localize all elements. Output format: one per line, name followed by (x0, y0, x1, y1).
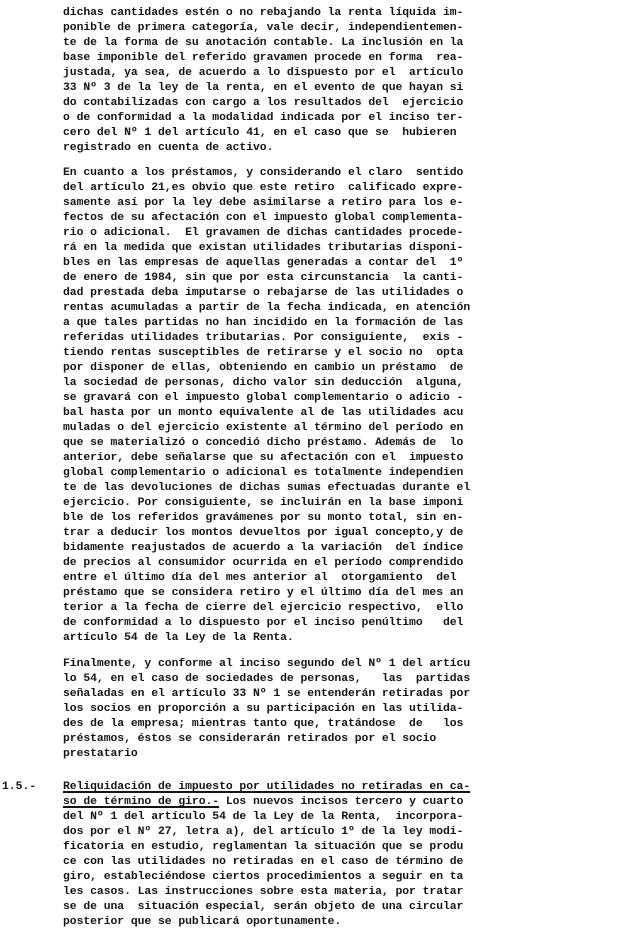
section-title: Reliquidación de impuesto por utilidades no retiradas en ca- (63, 781, 471, 793)
text-line: terior a la fecha de cierre del ejercicio respectivo, ello (63, 602, 464, 614)
text-line: de precios al consumidor ocurrida en el período comprendido (63, 557, 464, 569)
text-line: del artículo 21,es obvio que este retiro calificado expre- (63, 182, 464, 194)
text-line: se de una situación especial, serán objeto de una circular (63, 901, 464, 913)
section-title-continued (63, 795, 463, 810)
text-line: de enero de 1984, sin que por esta circunstancia la canti- (63, 272, 464, 284)
text-line: te de las devoluciones de dichas sumas efectuadas durante el (63, 482, 471, 494)
text-line: samente así por la ley debe asimilarse a retiro para los e- (63, 197, 464, 209)
text-line: a que tales partidas no han incidido en la formación de las (63, 317, 464, 329)
text-line: fectos de su afectación con el impuesto global complementa- (63, 212, 464, 224)
text-line: por disponer de ellas, obteniendo en cambio un préstamo de (63, 362, 464, 374)
text-line: referidas utilidades tributarias. Por consiguiente, exis - (63, 332, 464, 344)
text-line: do contabilizadas con cargo a los resultados del ejercicio (63, 97, 464, 109)
text-line: ficatoria en estudio, reglamentan la situación que se produ (63, 841, 464, 853)
text-line: entre el último día del mes anterior al otorgamiento del (63, 572, 457, 584)
text-line: registrado en cuenta de activo. (63, 142, 274, 154)
text-line: anterior, debe señalarse que su afectación con el impuesto (63, 452, 464, 464)
text-line: bal hasta por un monto equivalente al de las utilidades acu (63, 407, 464, 419)
text-line: señaladas en el artículo 33 Nº 1 se entenderán retiradas por (63, 688, 471, 700)
section-number: 1.5.- (2, 781, 37, 793)
text-line: te de la forma de su anotación contable. La inclusión en la (63, 37, 464, 49)
text-line: rio o adicional. El gravamen de dichas cantidades procede- (63, 227, 464, 239)
text-line: se gravará con el impuesto global complementario o adicio - (63, 392, 464, 404)
text-line: base imponible del referido gravamen procede en forma rea- (63, 52, 464, 64)
text-line: bles en las empresas de aquellas generadas a contar del 1º (63, 257, 464, 269)
text-line: les casos. Las instrucciones sobre esta materia, por tratar (63, 886, 464, 898)
text-line: des de la empresa; mientras tanto que, tratándose de los (63, 718, 464, 730)
text-line: ble de los referidos gravámenes por su monto total, sin en- (63, 512, 464, 524)
text-line: dichas cantidades estén o no rebajando la renta líquida im- (63, 7, 464, 19)
text-line: dad prestada deba imputarse o rebajarse de las utilidades o (63, 287, 464, 299)
text-line: tiendo rentas susceptibles de retirarse y el socio no opta (63, 347, 464, 359)
text-line: ponible de primera categoría, vale decir, independientemen- (63, 22, 464, 34)
text-line: posterior que se publicará oportunamente. (63, 916, 342, 928)
text-line: préstamo que se considera retiro y el último día del mes an (63, 587, 464, 599)
text-line: trar a deducir los montos devueltos por igual concepto,y de (63, 527, 464, 539)
section-title-end: so de término de giro.- (63, 796, 220, 808)
text-line: lo 54, en el caso de sociedades de personas, las partidas (63, 673, 471, 685)
text-line: prestatario (63, 748, 138, 760)
text-line: préstamos, éstos se considerarán retirados por el socio (63, 733, 437, 745)
text-line: ce con las utilidades no retiradas en el caso de término de (63, 856, 464, 868)
text-line: artículo 54 de la Ley de la Renta. (63, 632, 294, 644)
text-line: rá en la medida que existan utilidades tributarias disponi- (63, 242, 464, 254)
text-line: ejercicio. Por consiguiente, se incluirán en la base imponi (63, 497, 464, 509)
text-line: dos por el Nº 27, letra a), del artículo 1º de la ley modi- (63, 826, 464, 838)
text-line: 33 Nº 3 de la ley de la renta, en el evento de que hayan si (63, 82, 464, 94)
text-line: global complementario o adicional es totalmente independien (63, 467, 464, 479)
text-line: los socios en proporción a su participación en las utilida- (63, 703, 464, 715)
text-line: rentas acumuladas a partir de la fecha indicada, en atención (63, 302, 471, 314)
text-line: cero del Nº 1 del artículo 41, en el caso que se hubieren (63, 127, 457, 139)
section-text-start: Los nuevos incisos tercero y cuarto (219, 796, 464, 808)
text-line: la sociedad de personas, dicho valor sin deducción alguna, (63, 377, 464, 389)
text-line: giro, estableciéndose ciertos procedimientos a seguir en ta (63, 871, 464, 883)
text-line: En cuanto a los préstamos, y considerando el claro sentido (63, 167, 464, 179)
text-line: del Nº 1 del artículo 54 de la Ley de la Renta, incorpora- (63, 811, 464, 823)
text-line: de conformidad a lo dispuesto por el inciso penúltimo del (63, 617, 464, 629)
text-line: Finalmente, y conforme al inciso segundo del Nº 1 del artícu (63, 658, 471, 670)
text-line: muladas o del ejercicio existente al término del período en (63, 422, 464, 434)
text-line: o de conformidad a la modalidad indicada por el inciso ter- (63, 112, 464, 124)
text-line: bidamente reajustados de acuerdo a la variación del índice (63, 542, 464, 554)
text-line: que se materializó o concedió dicho préstamo. Además de lo (63, 437, 464, 449)
text-line: justada, ya sea, de acuerdo a lo dispuesto por el artículo (63, 67, 464, 79)
